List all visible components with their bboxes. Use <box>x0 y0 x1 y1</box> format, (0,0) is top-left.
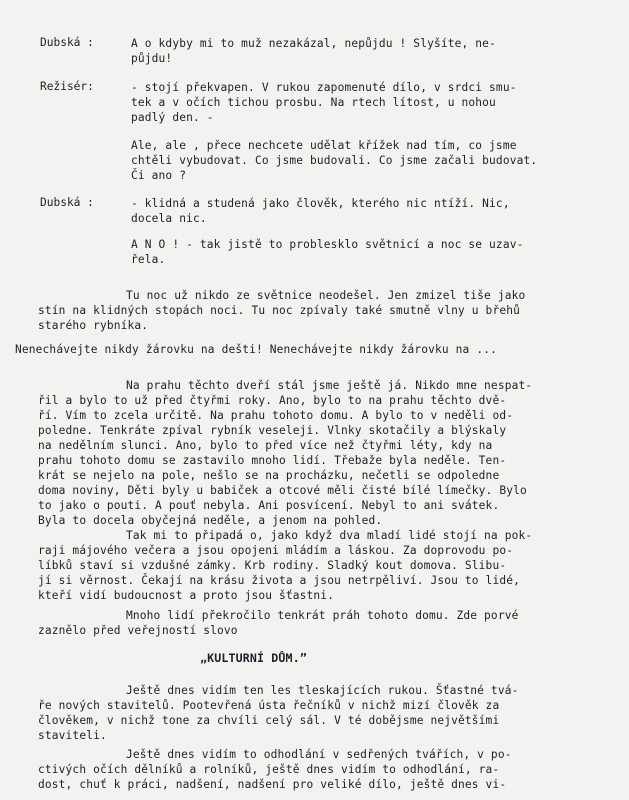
dialogue-line: A o kdyby mi to muž nezakázal, nepůjdu ! Slyšíte, ne- <box>131 37 496 50</box>
narration-line: líbků staví si vzdušné zámky. Krb rodiny. Sladký kout domova. Slibu- <box>38 559 507 572</box>
dialogue-line: A N O ! - tak jistě to problesklo světnicí a noc se uzav- <box>131 238 524 251</box>
dialogue-line: - stojí překvapen. V rukou zapomenuté dílo, v srdci smu- <box>131 81 517 94</box>
dialogue-line: padlý den. - <box>131 111 214 124</box>
narration-line: ctivých očích dělníků a rolníků, ještě dnes vidím to odhodlání, ra- <box>38 763 500 776</box>
narration-line: krát se nejelo na pole, nešlo se na procházku, nečetli se odpoledne <box>38 469 500 482</box>
narration-line: stín na klidných stopách noci. Tu noc zpívaly také smutně vlny u břehů <box>38 304 520 317</box>
speaker-label: Dubská : <box>40 36 94 49</box>
narration-line: Mnoho lidí překročilo tenkrát práh tohoto domu. Zde porvé <box>126 609 519 622</box>
dialogue-line: chtěli vybudovat. Co jsme budovali. Co jsme začali budovat. <box>131 154 538 167</box>
narration-line: Ještě dnes vidím ten les tleskajících rukou. Šťastné tvá- <box>126 684 519 697</box>
narration-line: Ještě dnes vidím to odhodlání v sedřených tvářích, v po- <box>126 748 512 761</box>
narration-line: kteří vidí budoucnost a proto jsou šťastni. <box>38 589 335 602</box>
narration-line: jí si věrnost. Čekají na krásu života a jsou netrpěliví. Jsou to lidé, <box>38 574 520 587</box>
speaker-label: Dubská : <box>40 196 94 209</box>
narration-line: to jako o pouti. A pouť nebyla. Ani posvícení. Nebyl to ani svátek. <box>38 499 500 512</box>
dialogue-line: docela nic. <box>131 212 207 225</box>
narration-line: Tak mi to připadá o, jako když dva mladí lidé stojí na pok- <box>126 529 533 542</box>
narration-line: Tu noc už nikdo ze světnice neodešel. Jen zmizel tiše jako <box>126 289 526 302</box>
narration-line: řil a bylo to už před čtyřmi roky. Ano, bylo to na prahu těchto dvě- <box>38 394 507 407</box>
dialogue-line: Či ano ? <box>131 169 187 182</box>
dialogue-line: tek a v očích tichou prosbu. Na rtech lítost, u nohou <box>131 96 496 109</box>
narration-line: Byla to docela obyčejná neděle, a jenom na pohled. <box>38 514 383 527</box>
narration-line: ře nových stavitelů. Pootevřená ústa řečníků v nichž mizí člověk za <box>38 699 500 712</box>
speaker-label: Režisér: <box>40 80 94 93</box>
narration-line: na nedělním slunci. Ano, bylo to před více než čtyřmi léty, kdy na <box>38 439 493 452</box>
narration-line: člověkem, v nichž tone za chvíli celý sál. V té dobějsme největšími <box>38 714 500 727</box>
narration-line: zaznělo před veřejností slovo <box>38 624 238 637</box>
dialogue-line: Ale, ale , přece nechcete udělat křížek nad tím, co jsme <box>131 139 517 152</box>
narration-line: poledne. Tenkráte zpíval rybník veseleji. Vlnky skotačily a blýskaly <box>38 424 507 437</box>
dialogue-line: - klidná a studená jako člověk, kterého nic ntíží. Nic, <box>131 197 510 210</box>
narration-line: staviteli. <box>38 729 107 742</box>
narration-line: raji májového večera a jsou opojeni mládím a láskou. Za doprovodu po- <box>38 544 514 557</box>
narration-line: Na prahu těchto dveří stál jsme ještě já. Nikdo mne nespat- <box>126 379 533 392</box>
narration-line: starého rybníka. <box>38 319 149 332</box>
dialogue-line: půjdu! <box>131 52 173 65</box>
refrain-line: Nenechávejte nikdy žárovku na dešti! Nenechávejte nikdy žárovku na ... <box>15 343 497 356</box>
dialogue-line: řela. <box>131 253 166 266</box>
narration-line: dost, chuť k práci, nadšení, nadšení pro veliké dílo, ještě dnes vi- <box>38 778 507 791</box>
narration-line: prahu tohoto domu se zastavilo mnoho lidí. Třebaže byla neděle. Ten- <box>38 454 507 467</box>
section-heading: „KULTURNÍ DŮM.” <box>200 651 307 665</box>
narration-line: ří. Vím to zcela určitě. Na prahu tohoto domu. A bylo to v neděli od- <box>38 409 514 422</box>
narration-line: doma noviny, Děti byly u babiček a otcové měli čisté bílé límečky. Bylo <box>38 484 527 497</box>
